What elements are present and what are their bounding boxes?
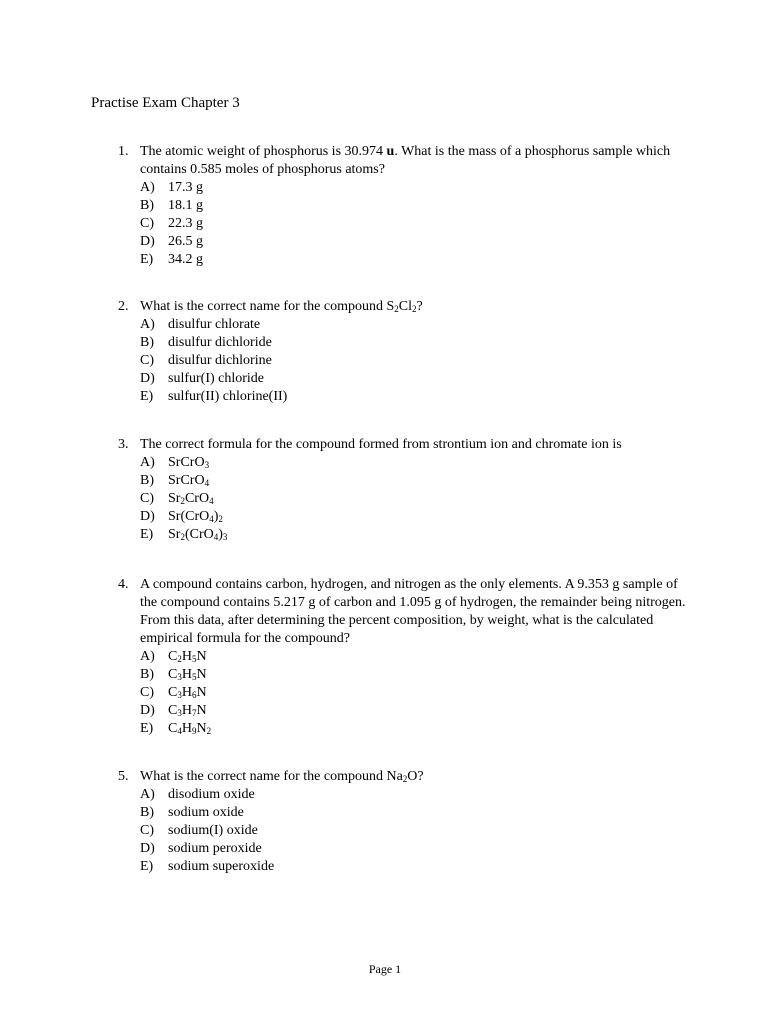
answer-option: B) SrCrO$_4$ <box>140 473 210 488</box>
answer-option: E) $C_4H_9N_2$ <box>140 721 212 736</box>
answer-option: D) sodium peroxide <box>140 841 262 856</box>
question-4 <box>118 576 688 738</box>
answer-option: A) $C_2H_5N$ <box>140 649 207 664</box>
answer-options <box>140 786 688 876</box>
answer-option: B) 18.1 g <box>140 198 203 213</box>
question-text: The atomic weight of phosphorus is 30.974 u. What is the mass of a phosphorus sample which contains 0.585 moles of phosphorus atoms? <box>140 144 671 177</box>
question-text: A compound contains carbon, hydrogen, and nitrogen as the only elements. A 9.353 g sample of the compound contains 5.217 g of carbon and 1.095 g of hydrogen, the remainder being nitrogen. From this data, after determining the percent composition, by weight, what is the calculated empirical formula for the compound? <box>140 577 686 646</box>
question-text: What is the correct name for the compound $S_2Cl_2$? <box>140 299 423 314</box>
answer-option: D) $C_3H_7N$ <box>140 703 207 718</box>
answer-option: B) $C_3H_5N$ <box>140 667 207 682</box>
answer-options <box>140 454 688 544</box>
question-3 <box>118 436 688 544</box>
question-5 <box>118 768 688 876</box>
answer-option: A) disodium oxide <box>140 787 255 802</box>
answer-options <box>140 648 688 738</box>
answer-option: E) 34.2 g <box>140 252 203 267</box>
answer-option: A) SrCrO$_3$ <box>140 455 210 470</box>
page-title: Practise Exam Chapter 3 <box>91 95 240 111</box>
answer-option: C) $Sr_2CrO_4$ <box>140 491 214 506</box>
question-number: 1. <box>118 144 129 159</box>
question-number: 3. <box>118 437 129 452</box>
question-number: 5. <box>118 769 129 784</box>
answer-option: A) 17.3 g <box>140 180 203 195</box>
answer-option: D) 26.5 g <box>140 234 203 249</box>
question-2 <box>118 298 688 406</box>
answer-option: D) sulfur(I) chloride <box>140 371 265 386</box>
question-number: 2. <box>118 299 129 314</box>
answer-options <box>140 316 688 406</box>
answer-option: E) sulfur(II) chlorine(II) <box>140 389 288 404</box>
answer-option: B) disulfur dichloride <box>140 335 272 350</box>
answer-option: C) 22.3 g <box>140 216 203 231</box>
question-text: The correct formula for the compound formed from strontium ion and chromate ion is <box>140 437 622 452</box>
answer-option: A) disulfur chlorate <box>140 317 261 332</box>
question-1 <box>118 143 688 269</box>
answer-option: E) sodium superoxide <box>140 859 275 874</box>
answer-option: C) sodium(I) oxide <box>140 823 258 838</box>
page-number: Page 1 <box>368 962 402 976</box>
question-number: 4. <box>118 577 129 592</box>
answer-option: C) disulfur dichlorine <box>140 353 272 368</box>
question-text: What is the correct name for the compound $Na_2O$? <box>140 769 424 784</box>
answer-option: C) $C_3H_6N$ <box>140 685 207 700</box>
answer-option: D) $Sr(CrO_4)_2$ <box>140 509 223 524</box>
answer-options <box>140 179 688 269</box>
answer-option: E) $Sr_2(CrO_4)_3$ <box>140 527 228 542</box>
answer-option: B) sodium oxide <box>140 805 244 820</box>
